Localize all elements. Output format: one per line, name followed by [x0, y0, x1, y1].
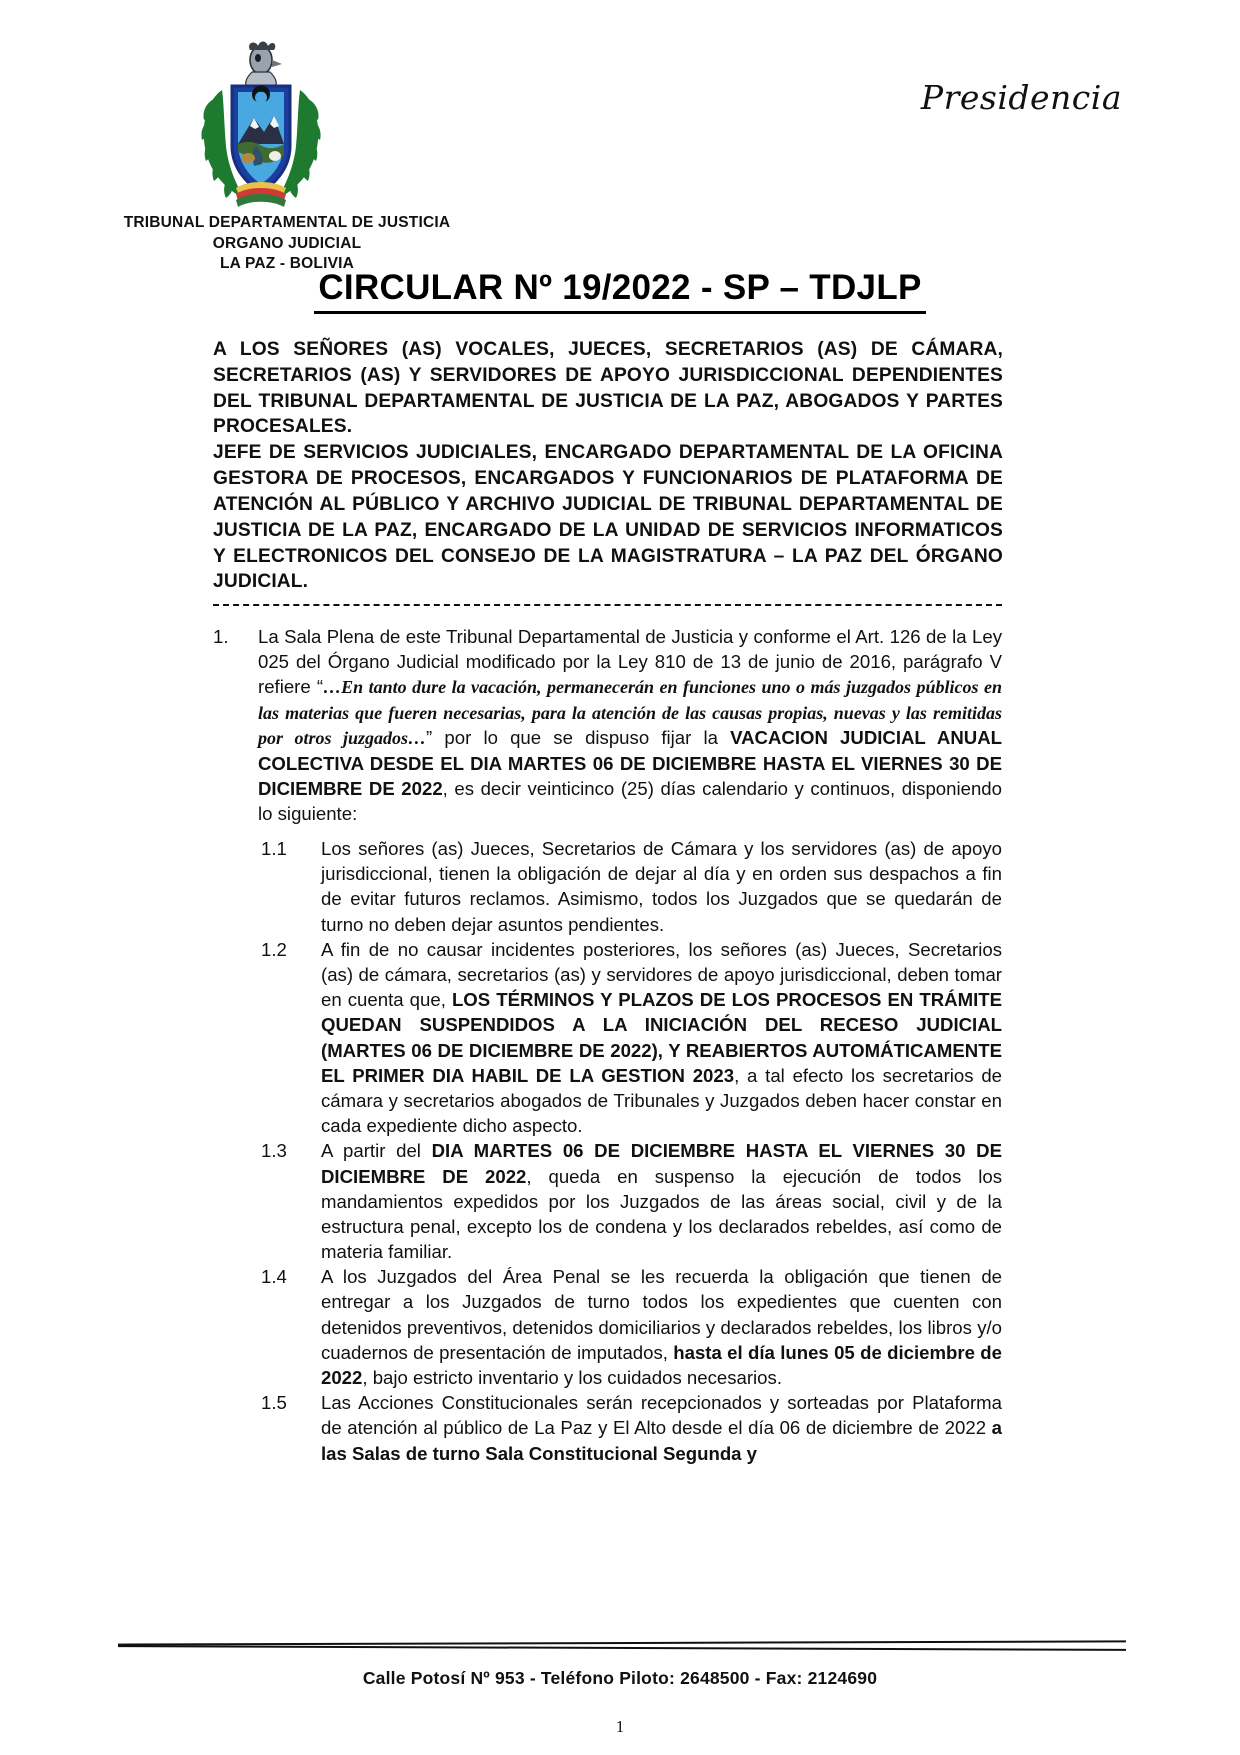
section-divider	[213, 604, 1002, 606]
presidencia-label: Presidencia	[920, 78, 1122, 117]
item1-4-text-1: A los Juzgados del Área Penal se les recuerda la obligación que tienen de entregar a los Juzgados de turno todos los expedientes que cuenten con detenidos preventivos, detenidos domiciliarios y declarados rebeldes, los libros y/o cuadernos de presentación de imputados,	[321, 1266, 1002, 1363]
item1-5-bold-1: a las Salas de turno Sala Constitucional Segunda y	[321, 1417, 1002, 1464]
item-number: 1.3	[261, 1140, 287, 1162]
addressee-paragraph-1: A LOS SEÑORES (AS) VOCALES, JUECES, SECRETARIOS (AS) DE CÁMARA, SECRETARIOS (AS) Y SERVIDORES DE APOYO JURISDICCIONAL DEPENDIENTES DEL TRIBUNAL DEPARTAMENTAL DE JUSTICIA DE LA PAZ, ABOGADOS Y PARTES PROCESALES.	[213, 339, 1003, 438]
footer-rule-line-bottom	[118, 1645, 1126, 1651]
item1-2-text-2: , a tal efecto los secretarios de cámara y secretarios abogados de Tribunales y Juzgados deben hacer constar en cada expediente dicho aspecto.	[321, 1064, 1002, 1137]
item-number: 1.4	[261, 1266, 287, 1288]
item1-4-bold-1: hasta el día lunes 05 de diciembre de 2022	[321, 1341, 1002, 1388]
item1-5-text-1: Las Acciones Constitucionales serán recepcionados y sorteadas por Plataforma de atención al público de La Paz y El Alto desde el día 06 de diciembre de 2022	[321, 1392, 1002, 1439]
list-item	[261, 1264, 1002, 1390]
item-text	[258, 624, 1002, 826]
org-line-1: TRIBUNAL DEPARTAMENTAL DE JUSTICIA	[123, 214, 451, 231]
list-item	[261, 1138, 1002, 1264]
list-item	[261, 937, 1002, 1139]
coat-of-arms-icon	[186, 38, 336, 218]
item1-text-2: ” por lo que se dispuso fijar la	[426, 727, 731, 749]
item-text	[321, 1138, 1002, 1264]
item-text	[321, 1264, 1002, 1390]
footer-contact: Calle Potosí Nº 953 - Teléfono Piloto: 2648500 - Fax: 2124690	[362, 1668, 878, 1688]
list-item	[261, 836, 1002, 937]
document-header	[0, 0, 1240, 300]
page-title	[0, 268, 1240, 314]
org-line-3: LA PAZ - BOLIVIA	[219, 255, 355, 273]
addressee-block	[213, 337, 1003, 595]
item-number: 1.2	[261, 938, 287, 960]
item-text	[321, 836, 1002, 937]
item1-quote: …En tanto dure la vacación, permanecerán en funciones uno o más juzgados públicos en las materias que fueren necesarias, para la atención de las causas propias, nuevas y las remitidas por otros juzgados…	[258, 677, 1003, 749]
item1-text-1: La Sala Plena de este Tribunal Departamental de Justicia y conforme el Art. 126 de la Ley 025 del Órgano Judicial modificado por la Ley 810 de 13 de junio de 2016, parágrafo V refiere “	[258, 626, 1002, 698]
organization-lines	[112, 213, 462, 275]
item-text	[321, 937, 1002, 1139]
item1-4-text-2: , bajo estricto inventario y los cuidados necesarios.	[362, 1367, 782, 1388]
item1-bold-1: VACACION JUDICIAL ANUAL COLECTIVA DESDE EL DIA MARTES 06 DE DICIEMBRE HASTA EL VIERNES 30 DE DICIEMBRE DE 2022	[258, 727, 1002, 799]
item1-text-3: , es decir veinticinco (25) días calendario y continuos, disponiendo lo siguiente:	[258, 777, 1002, 824]
page-title-text: CIRCULAR Nº 19/2022 - SP – TDJLP	[314, 268, 925, 314]
item1-2-text-1: A fin de no causar incidentes posteriores, los señores (as) Jueces, Secretarios (as) de cámara, secretarios (as) y servidores de apoyo jurisdiccional, deben tomar en cuenta que,	[321, 938, 1002, 1011]
org-line-2: ORGANO JUDICIAL	[212, 234, 362, 252]
item1-3-bold-1: DIA MARTES 06 DE DICIEMBRE HASTA EL VIERNES 30 DE DICIEMBRE DE 2022	[321, 1140, 1002, 1187]
footer-rule	[118, 1642, 1126, 1649]
page-number: 1	[615, 1717, 625, 1736]
item-number: 1.5	[261, 1392, 287, 1414]
item-number: 1.1	[261, 838, 287, 860]
list-item	[261, 1390, 1002, 1466]
list-item	[213, 624, 1002, 826]
item1-3-text-1: A partir del	[321, 1140, 432, 1162]
item1-1-text: Los señores (as) Jueces, Secretarios de Cámara y los servidores (as) de apoyo jurisdiccional, tienen la obligación de dejar al día y en orden sus despachos a fin de evitar futuros reclamos. Asimismo, todos los Juzgados que se quedarán de turno no deben dejar asuntos pendientes.	[321, 838, 1002, 935]
item-text	[321, 1390, 1002, 1466]
addressee-paragraph-2: JEFE DE SERVICIOS JUDICIALES, ENCARGADO DEPARTAMENTAL DE LA OFICINA GESTORA DE PROCESOS, ENCARGADOS Y FUNCIONARIOS DE PLATAFORMA DE ATENCIÓN AL PÚBLICO Y ARCHIVO JUDICIAL DE TRIBUNAL DEPARTAMENTAL DE JUSTICIA DE LA PAZ, ENCARGADO DE LA UNIDAD DE SERVICIOS INFORMATICOS Y ELECTRONICOS DEL CONSEJO DE LA MAGISTRATURA – LA PAZ DEL ÓRGANO JUDICIAL.	[213, 442, 1003, 593]
document-body	[213, 624, 1002, 1466]
sublist	[213, 836, 1002, 1466]
item-number: 1.	[213, 626, 229, 647]
item1-3-text-2: , queda en suspenso la ejecución de todos los mandamientos expedidos por los Juzgados de las áreas social, civil y de la estructura penal, excepto los de condena y los declarados rebeldes, así como de materia familiar.	[321, 1165, 1002, 1263]
item1-2-bold-1: LOS TÉRMINOS Y PLAZOS DE LOS PROCESOS EN TRÁMITE QUEDAN SUSPENDIDOS A LA INICIACIÓN DEL RECESO JUDICIAL (MARTES 06 DE DICIEMBRE DE 2022), Y REABIERTOS AUTOMÁTICAMENTE EL PRIMER DIA HABIL DE LA GESTION 2023	[321, 989, 1002, 1086]
